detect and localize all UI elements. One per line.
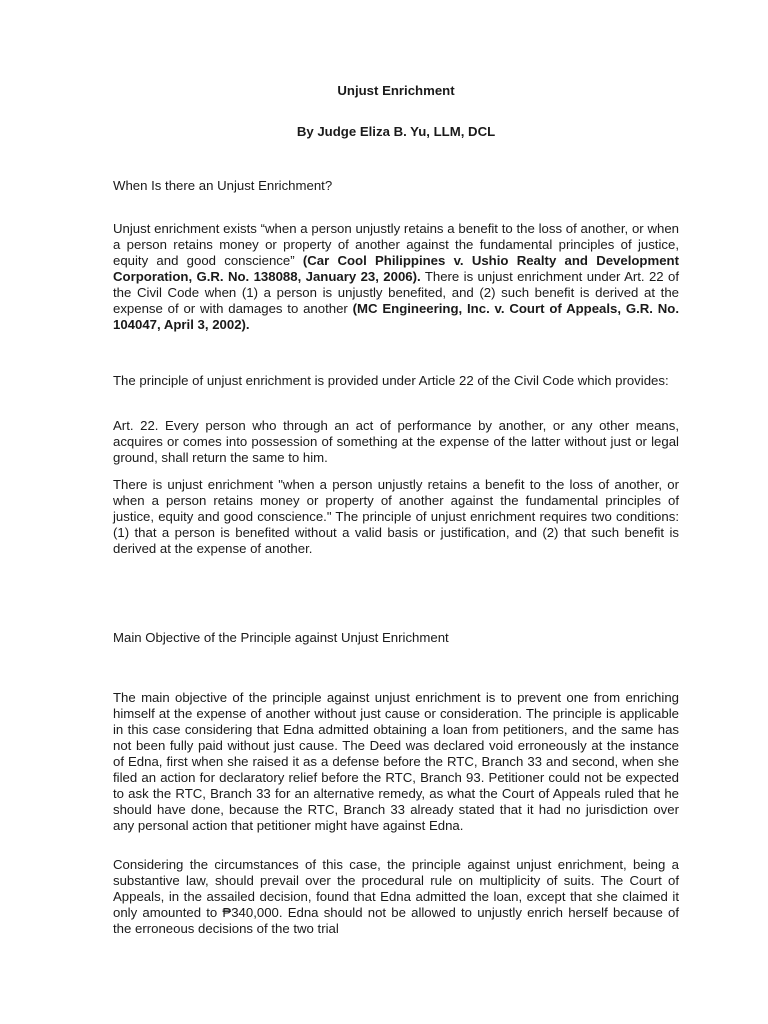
paragraph-article-22: Art. 22. Every person who through an act of performance by another, or any other means, acquires or comes into possession of something at the expense of the latter without just or legal ground, shall return the same to him. [113,418,679,465]
paragraph-text: Unjust enrichment exists “when a person unjustly retains a benefit to the loss of another, or when a person retains money or property of another against the fundamental principles of justice, equity and good conscience” [113,221,679,268]
case-citation: (Car Cool Philippines v. Ushio Realty and Development Corporation, G.R. No. 138088, January 23, 2006). [113,253,679,284]
paragraph-definition [113,221,679,333]
paragraph-circumstances: Considering the circumstances of this case, the principle against unjust enrichment, being a substantive law, should prevail over the procedural rule on multiplicity of suits. The Court of Appeals, in the assailed decision, found that Edna admitted the loan, except that she claimed it only amounted to ₱340,000. Edna should not be allowed to unjustly enrich herself because of the erroneous decisions of the two trial [113,857,679,936]
section-heading-when: When Is there an Unjust Enrichment? [113,178,333,193]
section-heading-objective: Main Objective of the Principle against Unjust Enrichment [113,630,449,645]
paragraph-article-intro: The principle of unjust enrichment is provided under Article 22 of the Civil Code which provides: [113,373,669,388]
document-byline: By Judge Eliza B. Yu, LLM, DCL [296,124,496,139]
case-citation: (MC Engineering, Inc. v. Court of Appeals, G.R. No. 104047, April 3, 2002). [113,301,679,332]
paragraph-conditions: There is unjust enrichment "when a person unjustly retains a benefit to the loss of another, or when a person retains money or property of another against the fundamental principles of justice, equity and good conscience." The principle of unjust enrichment requires two conditions: (1) that a person is benefited without a valid basis or justification, and (2) that such benefit is derived at the expense of another. [113,477,679,556]
document-title: Unjust Enrichment [337,83,455,98]
paragraph-text: There is unjust enrichment under Art. 22 of the Civil Code when (1) a person is unjustly benefited, and (2) such benefit is derived at the expense of or with damages to another [113,269,680,316]
paragraph-objective: The main objective of the principle against unjust enrichment is to prevent one from enriching himself at the expense of another without just cause or consideration. The principle is applicable in this case considering that Edna admitted obtaining a loan from petitioners, and the same has not been fully paid without just cause. The Deed was declared void erroneously at the instance of Edna, first when she raised it as a defense before the RTC, Branch 33 and second, when she filed an action for declaratory relief before the RTC, Branch 93. Petitioner could not be expected to ask the RTC, Branch 33 for an alternative remedy, as what the Court of Appeals ruled that he should have done, because the RTC, Branch 33 already stated that it had no jurisdiction over any personal action that petitioner might have against Edna. [113,690,679,833]
